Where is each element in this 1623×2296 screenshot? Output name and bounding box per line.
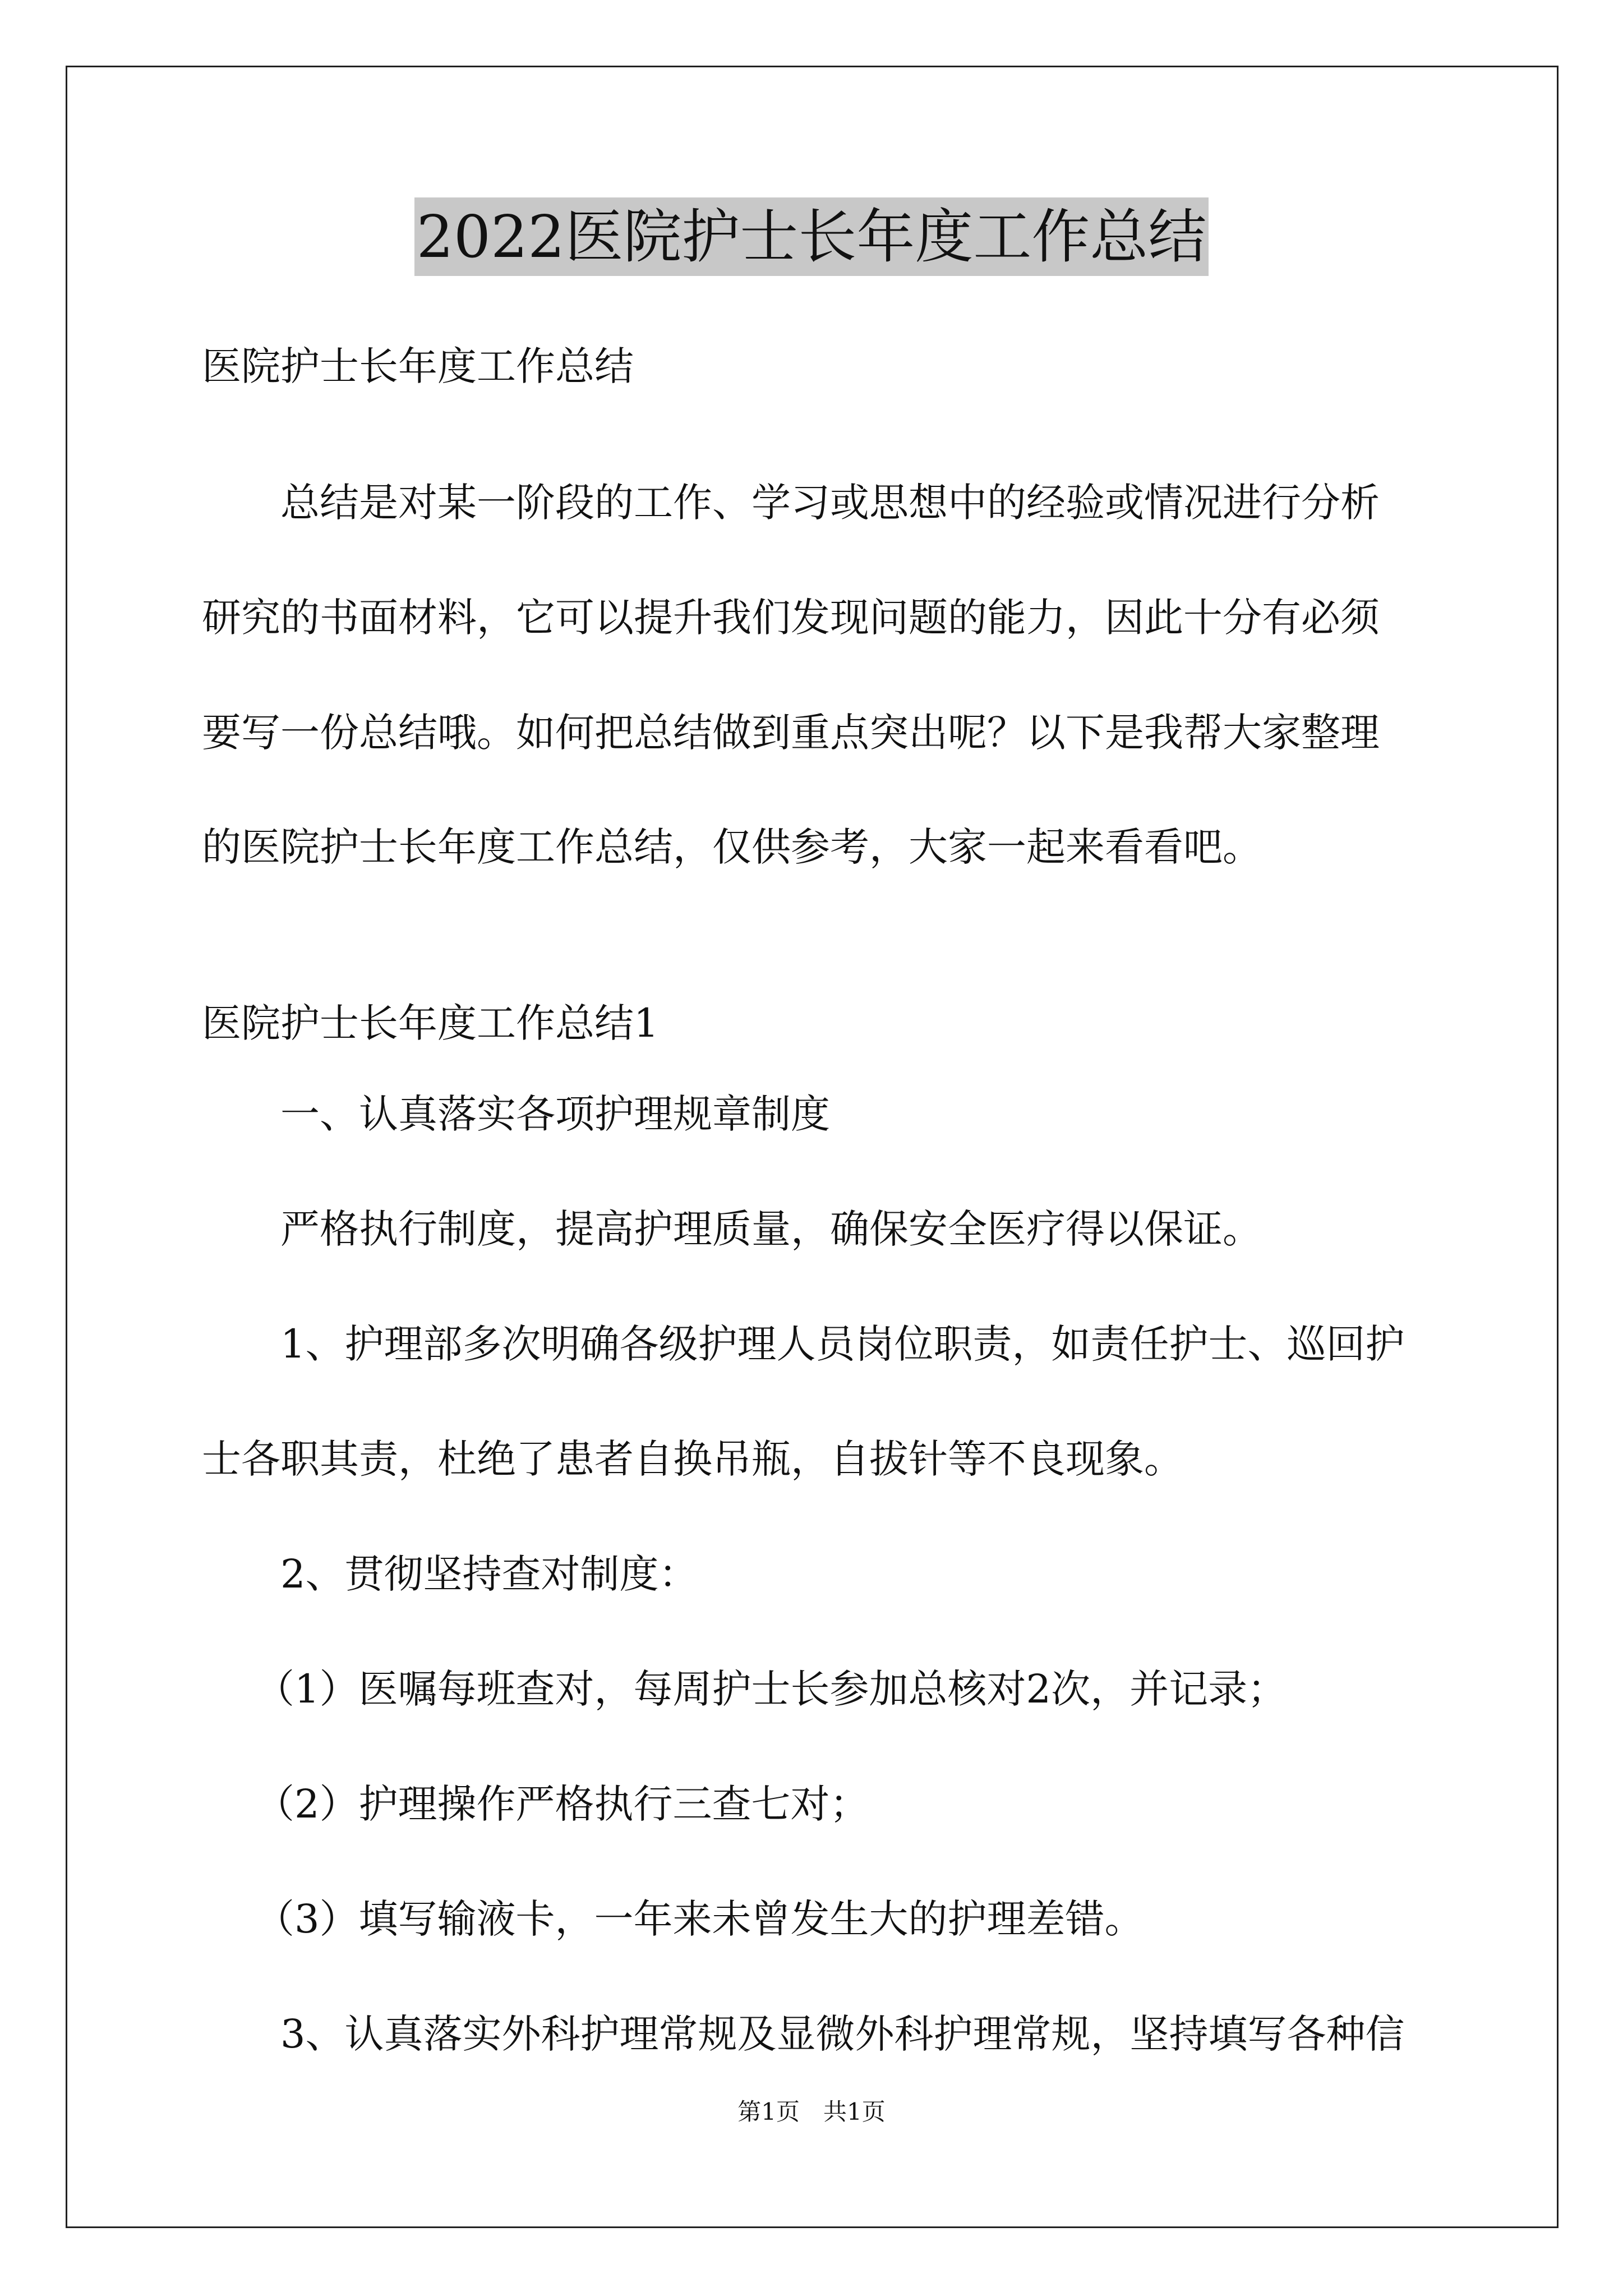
item-3: 3、认真落实外科护理常规及显微外科护理常规，坚持填写各种信 — [280, 2011, 1405, 2057]
section-title: 医院护士长年度工作总结1 — [202, 1000, 659, 1046]
sub-item-1: （1）医嘱每班查对，每周护士长参加总核对2次，并记录； — [255, 1666, 1287, 1712]
item-1-line-1: 1、护理部多次明确各级护理人员岗位职责，如责任护士、巡回护 — [280, 1321, 1405, 1367]
intro-line-1: 总结是对某一阶段的工作、学习或思想中的经验或情况进行分析 — [280, 480, 1380, 526]
heading-1: 一、认真落实各项护理规章制度 — [280, 1091, 830, 1137]
item-1-line-2: 士各职其责，杜绝了患者自换吊瓶，自拔针等不良现象。 — [202, 1436, 1183, 1482]
item-2: 2、贯彻坚持查对制度： — [280, 1551, 698, 1597]
document-subtitle: 医院护士长年度工作总结 — [202, 343, 634, 389]
page-footer: 第1页 共1页 — [737, 2098, 886, 2125]
intro-line-4: 的医院护士长年度工作总结，仅供参考，大家一起来看看吧。 — [202, 824, 1262, 870]
document-title-text: 2022医院护士长年度工作总结 — [414, 197, 1209, 276]
document-title — [0, 197, 1623, 276]
intro-line-3: 要写一份总结哦。如何把总结做到重点突出呢？以下是我帮大家整理 — [202, 710, 1380, 756]
paragraph-1: 严格执行制度，提高护理质量，确保安全医疗得以保证。 — [280, 1206, 1262, 1252]
intro-line-2: 研究的书面材料，它可以提升我们发现问题的能力，因此十分有必须 — [202, 595, 1380, 641]
sub-item-3: （3）填写输液卡，一年来未曾发生大的护理差错。 — [255, 1896, 1144, 1942]
sub-item-2: （2）护理操作严格执行三查七对； — [255, 1781, 869, 1827]
